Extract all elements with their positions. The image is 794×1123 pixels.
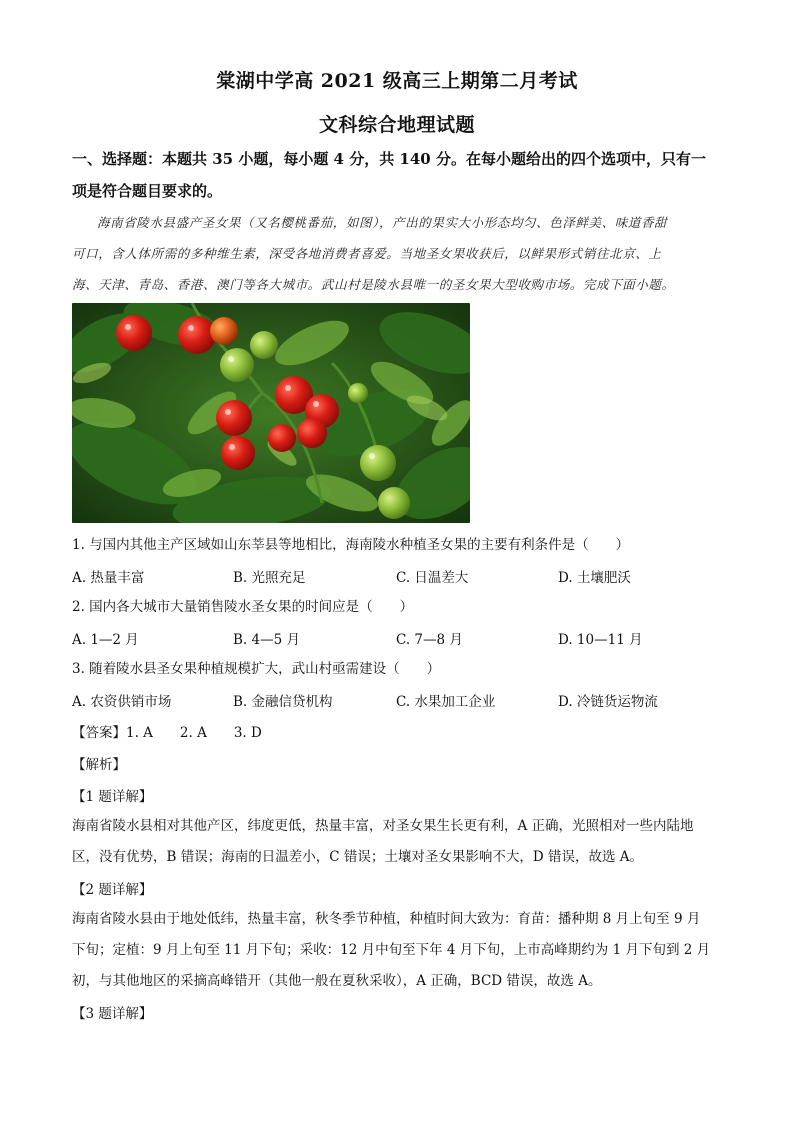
option-a: A. 热量丰富 (72, 570, 145, 586)
question-2-stem: 2. 国内各大城市大量销售陵水圣女果的时间应是（ ） (72, 599, 414, 615)
q1-detail-label: 【1 题详解】 (72, 789, 153, 805)
option-d: D. 土壤肥沃 (558, 570, 631, 586)
q2-detail-line1: 海南省陵水县由于地处低纬，热量丰富，秋冬季节种植，种植时间大致为：育苗：播种期 8 月上旬至 9 月 (72, 911, 701, 927)
q2-detail-line3: 初，与其他地区的采摘高峰错开（其他一般在夏秋采收），A 正确，BCD 错误，故选 A。 (72, 973, 602, 989)
option-a: A. 1—2 月 (72, 632, 139, 648)
q2-detail-line2: 下旬；定植：9 月上旬至 11 月下旬；采收：12 月中旬至下年 4 月下旬，上市高峰期约为 1 月下旬到 2 月 (72, 942, 711, 958)
q2-detail-label: 【2 题详解】 (72, 882, 153, 898)
question-1-options (72, 566, 732, 586)
q1-detail-line2: 区，没有优势，B 错误；海南的日温差小，C 错误；土壤对圣女果影响不大，D 错误，故选 A。 (72, 849, 643, 865)
q3-detail-label: 【3 题详解】 (72, 1006, 153, 1022)
section-heading-line2: 项是符合题目要求的。 (72, 182, 223, 200)
passage-line2: 可口，含人体所需的多种维生素，深受各地消费者喜爱。当地圣女果收获后，以鲜果形式销往北京、上 (72, 246, 662, 261)
question-2-options (72, 628, 732, 648)
answer-line (72, 721, 262, 741)
analysis-label: 【解析】 (72, 757, 126, 773)
answer-text: 1. A 2. A 3. D (126, 725, 262, 741)
option-c: C. 日温差大 (396, 570, 469, 586)
option-b: B. 光照充足 (233, 570, 306, 586)
cherry-tomato-illustration (72, 303, 470, 523)
option-a: A. 农资供销市场 (72, 694, 172, 710)
option-c: C. 水果加工企业 (396, 694, 496, 710)
passage-line1: 海南省陵水县盛产圣女果（又名樱桃番茄，如图），产出的果实大小形态均匀、色泽鲜美、味道香甜 (97, 215, 668, 230)
answer-label: 【答案】 (72, 725, 126, 741)
option-d: D. 冷链货运物流 (558, 694, 658, 710)
passage-line3: 海、天津、青岛、香港、澳门等各大城市。武山村是陵水县唯一的圣女果大型收购市场。完成下面小题。 (72, 277, 675, 292)
question-3-options (72, 690, 732, 710)
question-3-stem: 3. 随着陵水县圣女果种植规模扩大，武山村亟需建设（ ） (72, 661, 441, 677)
option-d: D. 10—11 月 (558, 632, 643, 648)
section-heading-line1: 一、选择题：本题共 35 小题，每小题 4 分，共 140 分。在每小题给出的四个选项中，只有一 (72, 150, 706, 168)
option-b: B. 金融信贷机构 (233, 694, 333, 710)
exam-subtitle: 文科综合地理试题 (318, 114, 475, 136)
question-1-stem: 1. 与国内其他主产区域如山东莘县等地相比，海南陵水种植圣女果的主要有利条件是（ ） (72, 537, 630, 553)
option-c: C. 7—8 月 (396, 632, 463, 648)
exam-title: 棠湖中学高 2021 级高三上期第二月考试 (216, 70, 578, 92)
option-b: B. 4—5 月 (233, 632, 300, 648)
cherry-tomato-photo (72, 303, 470, 523)
q1-detail-line1: 海南省陵水县相对其他产区，纬度更低，热量丰富，对圣女果生长更有利，A 正确，光照相对一些内陆地 (72, 818, 694, 834)
